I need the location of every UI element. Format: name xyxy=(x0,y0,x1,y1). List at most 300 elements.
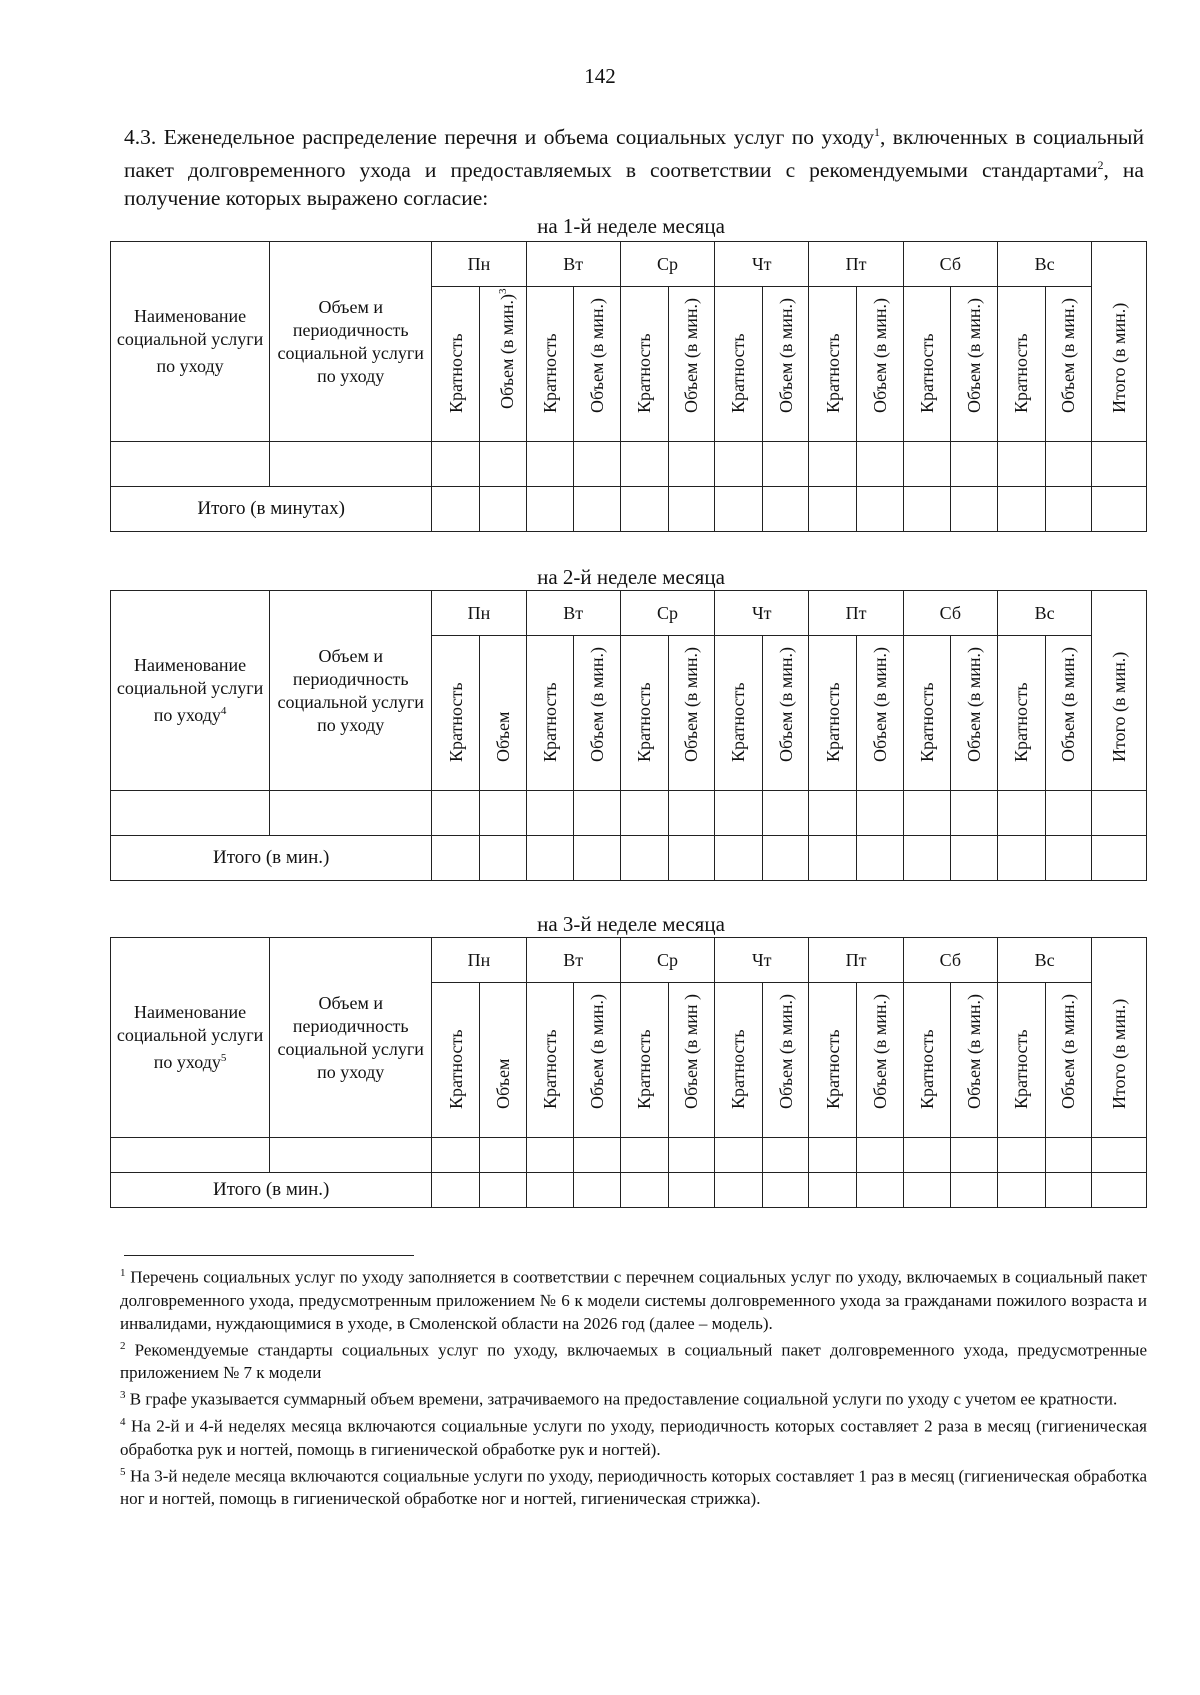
empty-cell[interactable] xyxy=(620,487,668,532)
subcolumn-label xyxy=(777,994,795,1109)
volume-minutes-header xyxy=(951,287,998,442)
subcolumn-label-text: Объем xyxy=(492,1058,513,1109)
empty-cell[interactable] xyxy=(1045,836,1092,881)
empty-cell[interactable] xyxy=(111,442,270,487)
empty-cell[interactable] xyxy=(903,836,951,881)
footnote-item xyxy=(120,1335,1147,1385)
subcolumn-label-text: Кратность xyxy=(822,682,843,762)
week-caption: на 2-й неделе месяца xyxy=(537,565,725,589)
subcolumn-label-text: Объем xyxy=(492,711,513,762)
empty-cell[interactable] xyxy=(809,1138,857,1173)
volume-header: Объем и периодичность социальной услуги по уходу xyxy=(270,938,432,1138)
frequency-header xyxy=(903,636,951,791)
volume-minutes-header xyxy=(479,983,526,1138)
volume-minutes-header xyxy=(574,983,621,1138)
subcolumn-label xyxy=(682,298,700,413)
empty-cell[interactable] xyxy=(903,442,951,487)
footnote-item xyxy=(120,1411,1147,1461)
empty-cell[interactable] xyxy=(432,487,480,532)
day-header: Пт xyxy=(809,938,903,983)
subcolumn-label-text: Объем (в мин.) xyxy=(587,993,608,1109)
footnote-ref-2: 2 xyxy=(1097,158,1104,173)
day-header: Пт xyxy=(809,242,903,287)
volume-minutes-header xyxy=(479,287,526,442)
subcolumn-label xyxy=(965,647,983,762)
frequency-header xyxy=(809,287,857,442)
table-row xyxy=(111,1138,1147,1173)
volume-minutes-header xyxy=(668,287,715,442)
subcolumn-label-text: Объем (в мин.) xyxy=(775,993,796,1109)
total-row-label: Итого (в минутах) xyxy=(111,487,432,532)
subcolumn-label xyxy=(918,1029,936,1109)
subcolumn-label xyxy=(447,333,465,413)
service-name-header xyxy=(111,938,270,1138)
empty-cell[interactable] xyxy=(903,1173,951,1208)
service-name-header-text: Наименование социальной услуги по уходу xyxy=(116,655,264,725)
footnote-ref-1: 1 xyxy=(873,125,880,139)
volume-minutes-header xyxy=(762,287,809,442)
day-header: Вт xyxy=(526,591,620,636)
volume-minutes-header xyxy=(668,983,715,1138)
total-row xyxy=(111,487,1147,532)
subcolumn-label xyxy=(777,298,795,413)
service-name-header xyxy=(111,242,270,442)
empty-cell[interactable] xyxy=(715,791,763,836)
empty-cell[interactable] xyxy=(809,836,857,881)
intro-text-2: , включенных в социальный пакет долговременного ухода и предоставляемых в соответствии с рекомендуемыми стандартами xyxy=(124,125,1145,183)
footnote-number: 1 xyxy=(120,1267,126,1279)
empty-cell[interactable] xyxy=(715,442,763,487)
frequency-header xyxy=(809,636,857,791)
week-table xyxy=(110,590,1147,881)
subcolumn-label-text: Объем (в мин.) xyxy=(681,646,702,762)
total-minutes-header xyxy=(1092,591,1147,791)
subcolumn-label xyxy=(682,994,700,1109)
empty-cell[interactable] xyxy=(620,836,668,881)
subcolumn-label-text: Кратность xyxy=(917,682,937,762)
empty-cell[interactable] xyxy=(526,1173,574,1208)
subcolumn-label xyxy=(918,333,936,413)
frequency-header xyxy=(809,983,857,1138)
empty-cell[interactable] xyxy=(857,836,904,881)
empty-cell[interactable] xyxy=(432,442,480,487)
subcolumn-label-text: Объем (в мин.) xyxy=(775,297,796,413)
subcolumn-label-text: Кратность xyxy=(445,682,466,762)
subcolumn-label-text: Объем (в мин.) xyxy=(775,646,796,762)
subcolumn-label xyxy=(918,682,936,762)
subcolumn-label xyxy=(682,647,700,762)
volume-minutes-header xyxy=(857,983,904,1138)
subcolumn-label-text: Объем (в мин.) xyxy=(587,646,608,762)
footnote-item xyxy=(120,1461,1147,1511)
frequency-header xyxy=(997,636,1045,791)
subcolumn-label xyxy=(824,1029,842,1109)
intro-text-3: , на получение которых выражено согласие: xyxy=(124,158,1144,211)
footnote-text: Рекомендуемые стандарты социальных услуг по уходу, включаемых в социальный пакет долговременного ухода, предусмотренные приложением № 7 к модели xyxy=(120,1340,1148,1383)
empty-cell[interactable] xyxy=(620,442,668,487)
day-header: Вс xyxy=(997,938,1091,983)
subcolumn-label-text: Объем (в мин.) xyxy=(869,993,890,1109)
subcolumn-label xyxy=(729,333,747,413)
week-table xyxy=(110,937,1147,1208)
day-header: Вт xyxy=(526,242,620,287)
footnote-separator xyxy=(124,1255,414,1256)
empty-cell[interactable] xyxy=(715,1173,763,1208)
frequency-header xyxy=(432,636,480,791)
empty-cell[interactable] xyxy=(951,791,998,836)
subcolumn-label xyxy=(965,298,983,413)
subcolumn-label xyxy=(1012,682,1030,762)
intro-paragraph xyxy=(124,118,1144,212)
empty-cell[interactable] xyxy=(574,487,621,532)
subcolumn-label xyxy=(447,1029,465,1109)
service-name-header-text: Наименование социальной услуги по уходу xyxy=(116,1002,264,1072)
subcolumn-label xyxy=(965,994,983,1109)
subcolumn-label xyxy=(494,712,512,762)
empty-cell[interactable] xyxy=(479,791,526,836)
subcolumn-label xyxy=(1012,1029,1030,1109)
frequency-header xyxy=(526,983,574,1138)
empty-cell[interactable] xyxy=(762,791,809,836)
week-caption: на 3-й неделе месяца xyxy=(537,912,725,936)
frequency-header xyxy=(620,983,668,1138)
subcolumn-label xyxy=(541,682,559,762)
subcolumn-label-text: Кратность xyxy=(1011,682,1032,762)
footnote-number: 2 xyxy=(120,1339,126,1352)
subcolumn-label xyxy=(635,682,653,762)
empty-cell[interactable] xyxy=(951,1138,998,1173)
subcolumn-label-text: Объем (в мин.) xyxy=(587,297,608,413)
empty-cell[interactable] xyxy=(526,487,574,532)
subcolumn-label xyxy=(635,333,653,413)
day-header: Вс xyxy=(997,242,1091,287)
volume-minutes-header xyxy=(857,636,904,791)
subcolumn-label-text: Объем (в мин.) xyxy=(964,297,985,413)
footnote-ref: 5 xyxy=(220,1052,227,1064)
day-header: Чт xyxy=(715,938,809,983)
subcolumn-label-text: Кратность xyxy=(822,1029,843,1109)
volume-minutes-header xyxy=(857,287,904,442)
empty-cell[interactable] xyxy=(1045,487,1092,532)
empty-cell[interactable] xyxy=(574,1173,621,1208)
empty-cell[interactable] xyxy=(574,442,621,487)
subcolumn-label xyxy=(729,1029,747,1109)
empty-cell[interactable] xyxy=(715,1138,763,1173)
empty-cell[interactable] xyxy=(668,1173,715,1208)
subcolumn-label xyxy=(541,1029,559,1109)
empty-cell[interactable] xyxy=(574,791,621,836)
volume-minutes-header xyxy=(762,983,809,1138)
day-header: Сб xyxy=(903,938,997,983)
frequency-header xyxy=(620,287,668,442)
subcolumn-label-text: Кратность xyxy=(634,1029,655,1109)
service-name-header-text: Наименование социальной услуги по уходу xyxy=(116,306,264,376)
subcolumn-label-text: Кратность xyxy=(728,1029,749,1109)
frequency-header xyxy=(432,983,480,1138)
day-header: Вт xyxy=(526,938,620,983)
empty-cell[interactable] xyxy=(432,1138,480,1173)
empty-cell[interactable] xyxy=(715,487,763,532)
subcolumn-label-text: Кратность xyxy=(539,682,560,762)
frequency-header xyxy=(715,287,763,442)
subcolumn-label xyxy=(588,298,606,413)
day-header: Пн xyxy=(432,938,526,983)
empty-cell[interactable] xyxy=(1092,1138,1147,1173)
subcolumn-label-text: Кратность xyxy=(728,333,749,413)
subcolumn-label xyxy=(729,682,747,762)
volume-minutes-header xyxy=(574,287,621,442)
empty-cell[interactable] xyxy=(857,791,904,836)
week-table xyxy=(110,241,1147,532)
empty-cell[interactable] xyxy=(432,836,480,881)
subcolumn-label-text: Объем (в мин ) xyxy=(681,993,702,1109)
volume-minutes-header xyxy=(668,636,715,791)
day-header: Пт xyxy=(809,591,903,636)
empty-cell[interactable] xyxy=(620,1138,668,1173)
subcolumn-label-text: Кратность xyxy=(539,333,560,413)
total-row xyxy=(111,1173,1147,1208)
subcolumn-label-text: Кратность xyxy=(1011,1029,1032,1109)
frequency-header xyxy=(997,983,1045,1138)
subcolumn-label-text: Кратность xyxy=(634,333,655,413)
total-minutes-header-text: Итого (в мин.) xyxy=(1109,998,1130,1109)
empty-cell[interactable] xyxy=(857,487,904,532)
subcolumn-label xyxy=(1059,647,1077,762)
subcolumn-label-text: Кратность xyxy=(1011,333,1032,413)
empty-cell[interactable] xyxy=(526,791,574,836)
subcolumn-label xyxy=(588,994,606,1109)
subcolumn-label-text: Объем (в мин.) xyxy=(496,293,517,409)
subcolumn-label-text: Объем (в мин.) xyxy=(964,646,985,762)
subcolumn-label-text: Кратность xyxy=(917,333,937,413)
subcolumn-label-text: Объем (в мин.) xyxy=(1058,646,1079,762)
volume-minutes-header xyxy=(951,983,998,1138)
empty-cell[interactable] xyxy=(857,1138,904,1173)
empty-cell[interactable] xyxy=(762,442,809,487)
empty-cell[interactable] xyxy=(574,836,621,881)
empty-cell[interactable] xyxy=(479,1138,526,1173)
subcolumn-label xyxy=(588,647,606,762)
day-header: Чт xyxy=(715,242,809,287)
empty-cell[interactable] xyxy=(1045,1138,1092,1173)
empty-cell[interactable] xyxy=(762,1138,809,1173)
footnote-number: 5 xyxy=(120,1465,126,1478)
empty-cell[interactable] xyxy=(809,487,857,532)
empty-cell[interactable] xyxy=(1092,1173,1147,1208)
footnote-text: На 2-й и 4-й неделях месяца включаются социальные услуги по уходу, периодичность которых составляет 2 раза в месяц (гигиеническая обработка рук и ногтей, помощь в гигиенической обработке рук и ногтей). xyxy=(120,1416,1147,1459)
subcolumn-label-text: Объем (в мин.) xyxy=(1058,297,1079,413)
subcolumn-label xyxy=(494,1059,512,1109)
subcolumn-label xyxy=(871,994,889,1109)
empty-cell[interactable] xyxy=(432,791,480,836)
frequency-header xyxy=(620,636,668,791)
day-header: Ср xyxy=(620,591,714,636)
subcolumn-label-text: Объем (в мин.) xyxy=(964,993,985,1109)
table-row xyxy=(111,791,1147,836)
footnote-ref: 4 xyxy=(220,705,227,717)
empty-cell[interactable] xyxy=(997,487,1045,532)
empty-cell[interactable] xyxy=(574,1138,621,1173)
subcolumn-label xyxy=(1059,994,1077,1109)
total-minutes-header xyxy=(1092,938,1147,1138)
frequency-header xyxy=(997,287,1045,442)
empty-cell[interactable] xyxy=(903,791,951,836)
empty-cell[interactable] xyxy=(951,487,998,532)
empty-cell[interactable] xyxy=(432,1173,480,1208)
empty-cell[interactable] xyxy=(809,442,857,487)
subcolumn-label xyxy=(824,333,842,413)
volume-minutes-header xyxy=(1045,636,1092,791)
service-name-header xyxy=(111,591,270,791)
footnote-text: В графе указывается суммарный объем времени, затрачиваемого на предоставление социальной услуги по уходу с учетом ее кратности. xyxy=(129,1389,1118,1409)
total-row-label: Итого (в мин.) xyxy=(111,836,432,881)
empty-cell[interactable] xyxy=(809,1173,857,1208)
empty-cell[interactable] xyxy=(526,836,574,881)
empty-cell[interactable] xyxy=(479,487,526,532)
frequency-header xyxy=(715,636,763,791)
subcolumn-label-text: Объем (в мин.) xyxy=(869,297,890,413)
subcolumn-label xyxy=(1059,298,1077,413)
subcolumn-label-text: Кратность xyxy=(539,1029,560,1109)
subcolumn-label xyxy=(447,682,465,762)
empty-cell[interactable] xyxy=(1092,836,1147,881)
subcolumn-label xyxy=(824,682,842,762)
subcolumn-label xyxy=(777,647,795,762)
frequency-header xyxy=(715,983,763,1138)
empty-cell[interactable] xyxy=(903,1138,951,1173)
empty-cell[interactable] xyxy=(857,442,904,487)
subcolumn-label-text: Объем (в мин.) xyxy=(681,297,702,413)
empty-cell[interactable] xyxy=(1092,791,1147,836)
frequency-header xyxy=(526,287,574,442)
empty-cell[interactable] xyxy=(1045,442,1092,487)
empty-cell[interactable] xyxy=(997,1138,1045,1173)
subcolumn-label-text: Кратность xyxy=(445,333,466,413)
empty-cell[interactable] xyxy=(526,442,574,487)
table-row xyxy=(111,442,1147,487)
footnotes xyxy=(120,1262,1147,1510)
subcolumn-label-text: Кратность xyxy=(917,1029,937,1109)
empty-cell[interactable] xyxy=(668,487,715,532)
subcolumn-label-text: Объем (в мин.) xyxy=(1058,993,1079,1109)
total-minutes-header xyxy=(1092,242,1147,442)
subcolumn-label-text: Кратность xyxy=(445,1029,466,1109)
empty-cell[interactable] xyxy=(479,836,526,881)
subcolumn-label-text: Объем (в мин.) xyxy=(869,646,890,762)
footnote-number: 3 xyxy=(120,1389,126,1402)
empty-cell[interactable] xyxy=(951,442,998,487)
empty-cell[interactable] xyxy=(526,1138,574,1173)
subcolumn-label-text: Кратность xyxy=(822,333,843,413)
empty-cell[interactable] xyxy=(997,1173,1045,1208)
empty-cell[interactable] xyxy=(951,836,998,881)
subcolumn-label xyxy=(1012,333,1030,413)
total-row-label: Итого (в мин.) xyxy=(111,1173,432,1208)
volume-minutes-header xyxy=(951,636,998,791)
empty-cell[interactable] xyxy=(270,791,432,836)
empty-cell[interactable] xyxy=(762,487,809,532)
empty-cell[interactable] xyxy=(111,1138,270,1173)
frequency-header xyxy=(526,636,574,791)
footnote-item xyxy=(120,1384,1147,1411)
volume-header: Объем и периодичность социальной услуги по уходу xyxy=(270,242,432,442)
empty-cell[interactable] xyxy=(668,836,715,881)
footnote-text: На 3-й неделе месяца включаются социальные услуги по уходу, периодичность которых составляет 1 раз в месяц (гигиеническая обработка ног и ногтей, помощь в гигиенической обработке ног и ногтей, гигиеническая стрижка). xyxy=(120,1466,1148,1509)
frequency-header xyxy=(903,983,951,1138)
empty-cell[interactable] xyxy=(479,442,526,487)
day-header: Ср xyxy=(620,242,714,287)
empty-cell[interactable] xyxy=(668,1138,715,1173)
empty-cell[interactable] xyxy=(270,442,432,487)
subcolumn-label xyxy=(494,288,516,409)
total-minutes-header-text: Итого (в мин.) xyxy=(1109,651,1130,762)
day-header: Сб xyxy=(903,591,997,636)
subcolumn-label-text: Кратность xyxy=(634,682,655,762)
empty-cell[interactable] xyxy=(997,836,1045,881)
subcolumn-label xyxy=(635,1029,653,1109)
footnote-ref: 3 xyxy=(496,288,509,294)
volume-minutes-header xyxy=(762,636,809,791)
empty-cell[interactable] xyxy=(1092,487,1147,532)
day-header: Чт xyxy=(715,591,809,636)
empty-cell[interactable] xyxy=(809,791,857,836)
empty-cell[interactable] xyxy=(620,791,668,836)
total-minutes-header-text: Итого (в мин.) xyxy=(1109,302,1130,413)
subcolumn-label-text: Кратность xyxy=(728,682,749,762)
empty-cell[interactable] xyxy=(951,1173,998,1208)
subcolumn-label xyxy=(871,298,889,413)
day-header: Ср xyxy=(620,938,714,983)
empty-cell[interactable] xyxy=(1045,1173,1092,1208)
subcolumn-label xyxy=(541,333,559,413)
empty-cell[interactable] xyxy=(620,1173,668,1208)
empty-cell[interactable] xyxy=(1045,791,1092,836)
footnote-number: 4 xyxy=(120,1415,126,1428)
empty-cell[interactable] xyxy=(997,442,1045,487)
empty-cell[interactable] xyxy=(668,442,715,487)
empty-cell[interactable] xyxy=(997,791,1045,836)
empty-cell[interactable] xyxy=(668,791,715,836)
empty-cell[interactable] xyxy=(270,1138,432,1173)
footnote-text: Перечень социальных услуг по уходу заполняется в соответствии с перечнем социальных услуг по уходу, включаемых в социальный пакет долговременного ухода, предусмотренным приложением № 6 к модели системы долговременного ухода за гражданами пожилого возраста и инвалидами, нуждающимися в уходе, в Смоленской области на 2026 год (далее – модель). xyxy=(120,1267,1147,1333)
volume-minutes-header xyxy=(1045,287,1092,442)
empty-cell[interactable] xyxy=(479,1173,526,1208)
day-header: Вс xyxy=(997,591,1091,636)
frequency-header xyxy=(903,287,951,442)
empty-cell[interactable] xyxy=(715,836,763,881)
empty-cell[interactable] xyxy=(903,487,951,532)
empty-cell[interactable] xyxy=(857,1173,904,1208)
footnote-item xyxy=(120,1262,1147,1335)
day-header: Пн xyxy=(432,591,526,636)
day-header: Пн xyxy=(432,242,526,287)
day-header: Сб xyxy=(903,242,997,287)
empty-cell[interactable] xyxy=(1092,442,1147,487)
empty-cell[interactable] xyxy=(762,1173,809,1208)
empty-cell[interactable] xyxy=(111,791,270,836)
empty-cell[interactable] xyxy=(762,836,809,881)
volume-minutes-header xyxy=(1045,983,1092,1138)
total-row xyxy=(111,836,1147,881)
subcolumn-label xyxy=(871,647,889,762)
volume-header: Объем и периодичность социальной услуги по уходу xyxy=(270,591,432,791)
page-number: 142 xyxy=(584,64,616,88)
volume-minutes-header xyxy=(479,636,526,791)
week-caption: на 1-й неделе месяца xyxy=(537,214,725,238)
volume-minutes-header xyxy=(574,636,621,791)
intro-text-1: 4.3. Еженедельное распределение перечня и объема социальных услуг по уходу xyxy=(124,125,874,150)
frequency-header xyxy=(432,287,480,442)
